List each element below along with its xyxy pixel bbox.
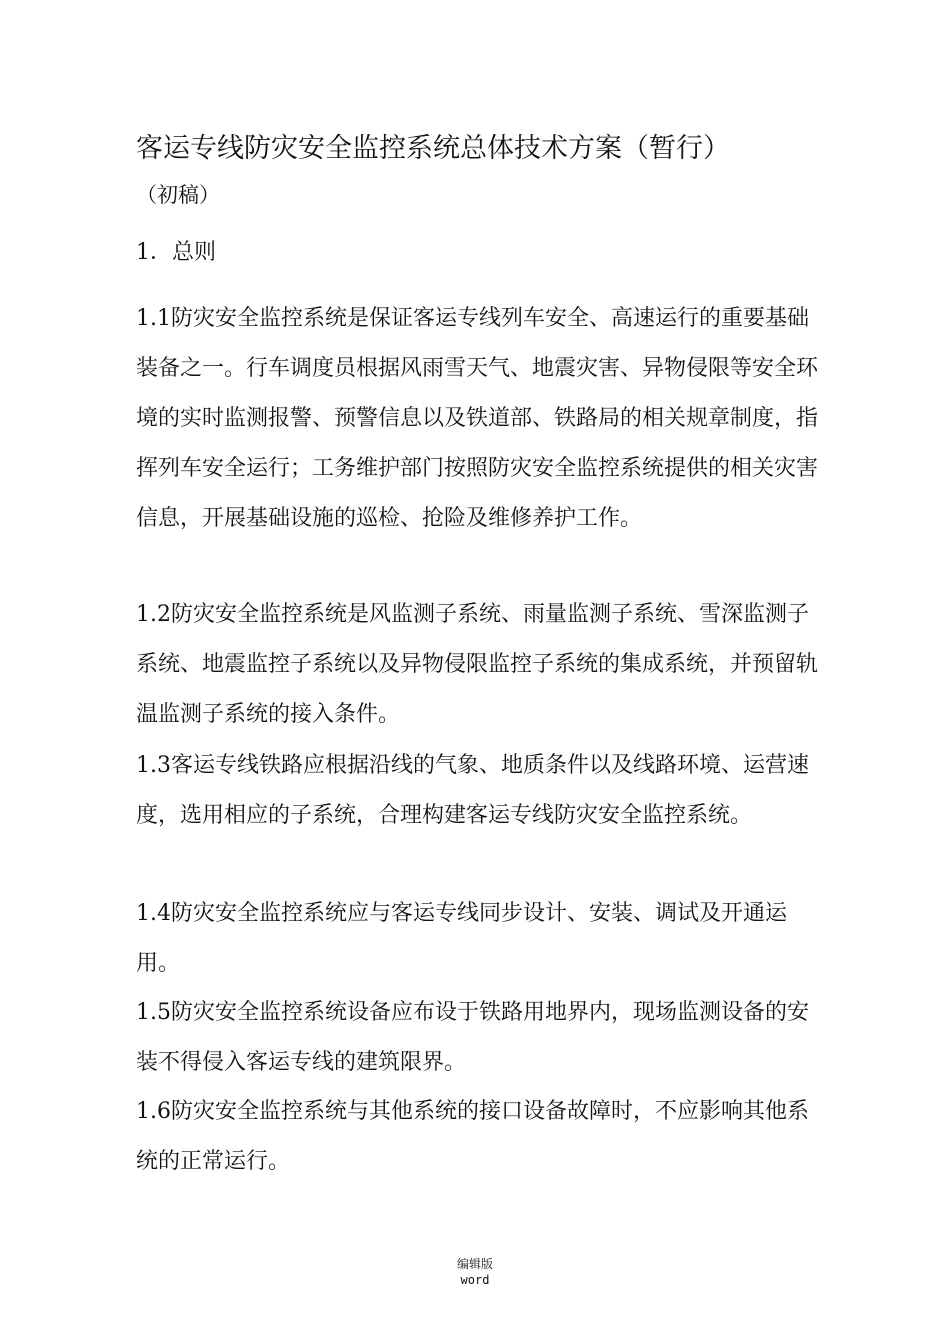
paragraph-1-2: 1.2防灾安全监控系统是风监测子系统、雨量监测子系统、雪深监测子系统、地震监控子系统以及异物侵限监控子系统的集成系统，并预留轨温监测子系统的接入条件。 — [136, 602, 819, 727]
paragraph-1-4: 1.4防灾安全监控系统应与客运专线同步设计、安装、调试及开通运用。 — [136, 901, 787, 976]
paragraph-1-3: 1.3客运专线铁路应根据沿线的气象、地质条件以及线路环境、运营速度，选用相应的子系统，合理构建客运专线防灾安全监控系统。 — [136, 753, 809, 828]
document-subtitle: （初稿） — [136, 183, 220, 207]
document-title: 客运专线防灾安全监控系统总体技术方案（暂行） — [136, 133, 730, 164]
footer-label: 编辑版 — [456, 1257, 493, 1271]
paragraph-1-6: 1.6防灾安全监控系统与其他系统的接口设备故障时，不应影响其他系统的正常运行。 — [136, 1099, 809, 1174]
paragraph-1-5: 1.5防灾安全监控系统设备应布设于铁路用地界内，现场监测设备的安装不得侵入客运专线的建筑限界。 — [136, 1000, 809, 1075]
footer-word: word — [460, 1273, 490, 1287]
paragraph-1-1: 1.1防灾安全监控系统是保证客运专线列车安全、高速运行的重要基础装备之一。行车调度员根据风雨雪天气、地震灾害、异物侵限等安全环境的实时监测报警、预警信息以及铁道部、铁路局的相关规章制度，指挥列车安全运行；工务维护部门按照防灾安全监控系统提供的相关灾害信息，开展基础设施的巡检、抢险及维修养护工作。 — [136, 306, 819, 531]
section-heading: 1．总则 — [136, 240, 216, 265]
